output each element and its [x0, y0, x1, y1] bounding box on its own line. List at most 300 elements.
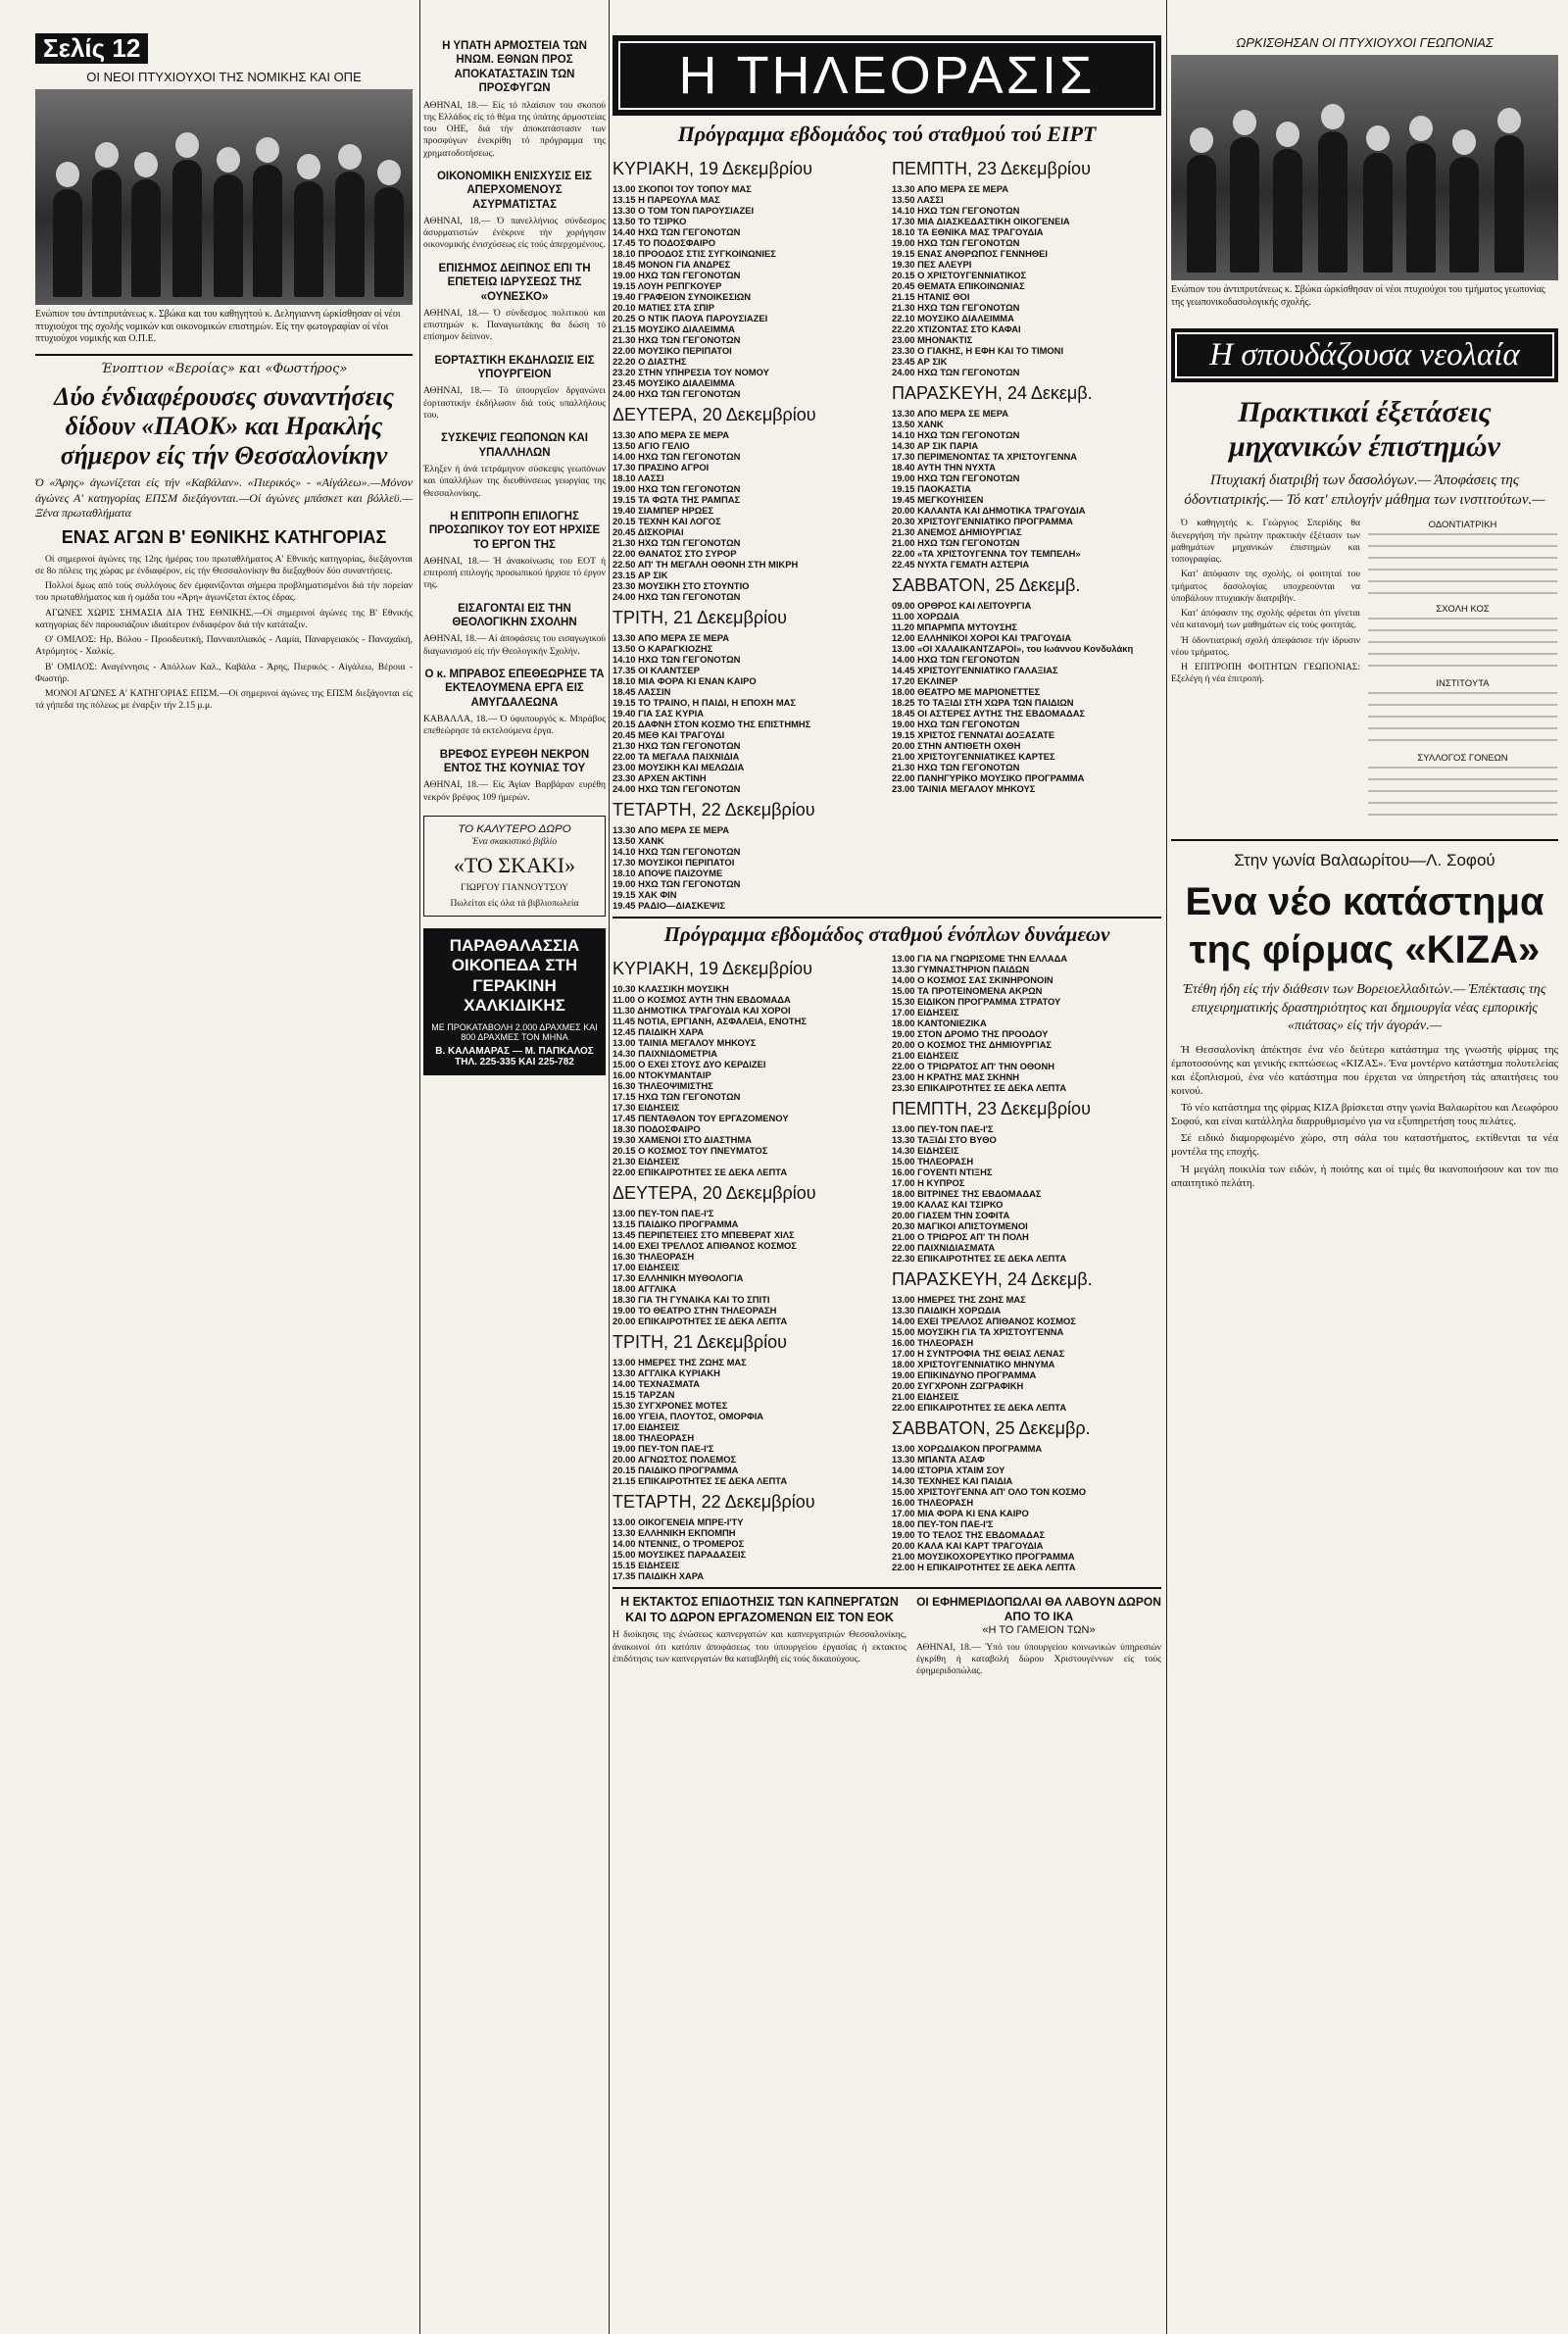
yened-title: Πρόγραμμα εβδομάδος σταθμού ένόπλων δυνάμεων: [612, 917, 1161, 947]
article-body: ΑΘΗΝΑΙ, 18.— Ό σύνδεσμος πολιτικού και επιστημών κ. Παναγιωτάκης θα δώση τό επίσημον δείπνον.: [423, 307, 606, 343]
column-left: [35, 0, 413, 716]
tv-program-item: 21.00 ΧΡΙΣΤΟΥΓΕΝΝΙΑΤΙΚΕΣ ΚΑΡΤΕΣ: [892, 751, 1055, 762]
article-body: ΑΘΗΝΑΙ, 18.— Είς Άγίαν Βαρβάραν ευρέθη νεκρόν βρέφος 109 ήμερών.: [423, 779, 606, 803]
article-title: ΕΟΡΤΑΣΤΙΚΗ ΕΚΔΗΛΩΣΙΣ ΕΙΣ ΥΠΟΥΡΓΕΙΟΝ: [434, 354, 595, 381]
tv-program-item: 20.00 ΓΙΑΣΕΜ ΤΗΝ ΣΟΦΙΤΑ: [892, 1210, 1010, 1220]
tv-program-item: 20.15 Ο ΧΡΙΣΤΟΥΓΕΝΝΙΑΤΙΚΟΣ: [892, 270, 1027, 280]
article-title: ΕΙΣΑΓΟΝΤΑΙ ΕΙΣ ΤΗΝ ΘΕΟΛΟΓΙΚΗΝ ΣΧΟΛΗΝ: [452, 602, 577, 629]
ad-text: ΜΕ ΠΡΟΚΑΤΑΒΟΛΗ 2.000 ΔΡΑΧΜΕΣ ΚΑΙ 800 ΔΡΑΧΜΕΣ ΤΟΝ ΜΗΝΑ: [431, 1021, 598, 1042]
youth-paragraph: Κατ' άπόφασιν της σχολής, οί φοιτηταί του τμήματος δασολογίας υποχρεούνται να ύποβάλουν πτυχιακήν διατριβήν.: [1171, 569, 1360, 604]
sport-body: [35, 554, 413, 713]
youth-body-left: [1171, 518, 1360, 827]
text-column-filler: [1368, 533, 1557, 602]
sport-headline: Δύο ένδιαφέρουσες συναντήσεις δίδουν «ΠΑΟΚ» και Ηρακλής σήμερον είς τήν Θεσσαλονίκην: [54, 381, 394, 470]
ad-author: ΓΙΩΡΓΟΥ ΓΙΑΝΝΟΥΤΣΟΥ: [461, 881, 568, 893]
tv-program-item: 19.00 ΣΤΟΝ ΔΡΟΜΟ ΤΗΣ ΠΡΟΟΔΟΥ: [892, 1028, 1049, 1039]
youth-headline: Πρακτικαί έξετάσεις μηχανικών έπιστημών: [1229, 396, 1500, 463]
tv-program-item: 22.20 Ο ΔΙΑΣΤΗΣ: [612, 356, 687, 367]
youth-banner: Η σπουδάζουσα νεολαία: [1171, 328, 1558, 382]
youth-body-right: [1368, 518, 1557, 827]
tv-banner: Η ΤΗΛΕΟΡΑΣΙΣ: [612, 35, 1161, 116]
tv-program-item: 19.00 ΕΠΙΚΙΝΔΥΝΟ ΠΡΟΓΡΑΜΜΑ: [892, 1369, 1037, 1380]
article-body: ΑΘΗΝΑΙ, 18.— Τό ύπουργεΐον δργανώνει έορταστικήν έκδήλωσιν διά τούς υπαλλήλους του.: [423, 385, 606, 421]
kiza-body: [1171, 1043, 1558, 1190]
tv-program-item: 15.30 ΕΙΔΙΚΟΝ ΠΡΟΓΡΑΜΜΑ ΣΤΡΑΤΟΥ: [892, 996, 1061, 1007]
sport-title2: ΕΝΑΣ ΑΓΩΝ Β' ΕΘΝΙΚΗΣ ΚΑΤΗΓΟΡΙΑΣ: [61, 526, 387, 547]
tv-program-list: [612, 1208, 882, 1326]
tv-program-item: 14.00 ΗΧΩ ΤΩΝ ΓΕΓΟΝΟΤΩΝ: [892, 654, 1020, 665]
tv-program-item: 19.15 ΠΑΟΚΑΣΤΙΑ: [892, 483, 971, 494]
tv-program-item: 21.30 ΗΧΩ ΤΩΝ ΓΕΓΟΝΟΤΩΝ: [612, 334, 741, 345]
tv-day-heading: ΣΑΒΒΑΤΟΝ, 25 Δεκεμβ.: [892, 575, 1081, 595]
tv-day-heading: ΔΕΥΤΕΡΑ, 20 Δεκεμβρίου: [612, 405, 816, 424]
tv-program-item: 22.00 ΤΑ ΜΕΓΑΛΑ ΠΑΙΧΝΙΔΙΑ: [612, 751, 740, 762]
sport-paragraph: Πολλοί δμως από τούς συλλόγους δεν έμφανίζονται σήμερα προβληματισμένοι διά τήν πορείαν του πρωταθλήματος και ή ομάδα του «Άρη» άγωνίζεται έκτος έδρας.: [35, 580, 413, 604]
tv-program-item: 20.00 ΣΤΗΝ ΑΝΤΙΘΕΤΗ ΟΧΘΗ: [892, 740, 1021, 751]
tv-program-item: 14.10 ΗΧΩ ΤΩΝ ΓΕΓΟΝΟΤΩΝ: [612, 654, 741, 665]
tv-program-item: 21.30 ΗΧΩ ΤΩΝ ΓΕΓΟΝΟΤΩΝ: [892, 302, 1020, 313]
tv-program-item: 13.30 ΑΠΟ ΜΕΡΑ ΣΕ ΜΕΡΑ: [892, 408, 1009, 419]
tv-program-item: 20.00 Ο ΚΟΣΜΟΣ ΤΗΣ ΔΗΜΙΟΥΡΓΙΑΣ: [892, 1039, 1053, 1050]
article-body: Έληξεν ή άνά τετράμηνον σύσκεψις γεωπόνων και ύπαλλήλων της διευθύνσεως γεωργίας της Θεσσαλονίκης.: [423, 463, 606, 499]
tv-program-item: 19.00 ΗΧΩ ΤΩΝ ΓΕΓΟΝΟΤΩΝ: [612, 878, 741, 889]
yened-schedule: [612, 953, 1161, 1581]
kiza-paragraph: Ή μεγάλη ποικιλία των ειδών, ή ποιότης και οί τιμές θα ικανοποιήσουν και τον πιο απαιτητικό πελάτη.: [1171, 1163, 1558, 1189]
tv-program-item: 14.30 ΕΙΔΗΣΕΙΣ: [892, 1145, 959, 1156]
tv-program-item: 13.30 ΓΥΜΝΑΣΤΗΡΙΟΝ ΠΑΙΔΩΝ: [892, 964, 1030, 974]
kiza-deck: Έτέθη ήδη είς τήν διάθεσιν των Βορειοελλαδιτών.— Έπέκτασις της επιχειρηματικής δραστηριότητος και δημιουργία νέας εμπορικής «πιάτσας» είς τήν άγοράν.—: [1183, 982, 1546, 1033]
tv-program-item: 19.30 ΧΑΜΕΝΟΙ ΣΤΟ ΔΙΑΣΤΗΜΑ: [612, 1134, 752, 1145]
article-body: Η διοίκησις της ένώσεως καπνεργατών και καπνεργατριών Θεσσαλονίκης, άνακοινοί ότι κατόπιν άποφάσεως του ύπουργείου έργασίας ή εκτακτος έπιδότησις των καπνεργατών θα καταβληθή είς τούς δικαιούχους.: [612, 1629, 906, 1664]
tv-program-item: 13.00 ΤΑΙΝΙΑ ΜΕΓΑΛΟΥ ΜΗΚΟΥΣ: [612, 1037, 757, 1048]
youth-side-head: ΙΝΣΤΙΤΟΥΤΑ: [1436, 678, 1490, 689]
tv-program-item: 23.45 ΜΟΥΣΙΚΟ ΔΙΑΛΕΙΜΜΑ: [612, 377, 735, 388]
photo-header: ΩΡΚΙΣΘΗΣΑΝ ΟΙ ΠΤΥΧΙΟΥΧΟΙ ΓΕΩΠΟΝΙΑΣ: [1236, 35, 1494, 50]
tv-program-item: 17.45 ΤΟ ΠΟΔΟΣΦΑΙΡΟ: [612, 237, 716, 248]
tv-program-item: 16.00 ΤΗΛΕΟΡΑΣΗ: [892, 1337, 974, 1348]
tv-program-item: 18.00 ΧΡΙΣΤΟΥΓΕΝΝΙΑΤΙΚΟ ΜΗΝΥΜΑ: [892, 1359, 1055, 1369]
tv-program-item: 19.15 ΤΑ ΦΩΤΑ ΤΗΣ ΡΑΜΠΑΣ: [612, 494, 741, 505]
tv-program-item: 21.15 ΗΤΑΝΙΣ ΘΟΙ: [892, 291, 970, 302]
article-title: Ο κ. ΜΠΡΑΒΟΣ ΕΠΕΘΕΩΡΗΣΕ ΤΑ ΕΚΤΕΛΟΥΜΕΝΑ ΕΡΓΑ ΕΙΣ ΑΜΥΓΔΑΛΕΩΝΑ: [424, 668, 605, 709]
text-column-filler: [1368, 618, 1557, 676]
tv-program-item: 13.30 ΑΠΟ ΜΕΡΑ ΣΕ ΜΕΡΑ: [612, 632, 730, 643]
tv-program-item: 16.30 ΤΗΛΕΟΨΙΜΙΣΤΗΣ: [612, 1080, 713, 1091]
tv-program-item: 21.00 Ο ΤΡΙΩΡΟΣ ΑΠ' ΤΗ ΠΟΛΗ: [892, 1231, 1029, 1242]
tv-program-item: 18.00 ΚΑΝΤΟΝΙΕΖΙΚΑ: [892, 1018, 987, 1028]
tv-day-heading: ΠΕΜΠΤΗ, 23 Δεκεμβρίου: [892, 159, 1091, 178]
text-column-filler: [1368, 767, 1557, 825]
tv-program-item: 22.00 «ΤΑ ΧΡΙΣΤΟΥΓΕΝΝΑ ΤΟΥ ΤΕΜΠΕΛΗ»: [892, 548, 1081, 559]
tv-program-item: 18.10 ΜΙΑ ΦΟΡΑ ΚΙ ΕΝΑΝ ΚΑΙΡΟ: [612, 675, 757, 686]
tv-program-item: 23.30 Ο ΓΙΑΚΗΣ, Η ΕΦΗ ΚΑΙ ΤΟ ΤΙΜΟΝΙ: [892, 345, 1064, 356]
tv-program-item: 19.30 ΠΕΣ ΑΛΕΥΡΙ: [892, 259, 972, 270]
tv-program-item: 20.00 ΚΑΛΑ ΚΑΙ ΚΑΡΤ ΤΡΑΓΟΥΔΙΑ: [892, 1540, 1044, 1551]
tv-program-item: 13.30 ΜΠΑΝΤΑ ΑΣΑΦ: [892, 1454, 985, 1465]
tv-program-item: 13.30 ΑΓΓΛΙΚΑ ΚΥΡΙΑΚΗ: [612, 1367, 720, 1378]
tv-program-item: 13.00 ΠΕΥ-ΤΟΝ ΠΑΕ-Ι'Σ: [892, 1123, 994, 1134]
tv-program-item: 18.25 ΤΟ ΤΑΞΙΔΙ ΣΤΗ ΧΩΡΑ ΤΩΝ ΠΑΙΔΙΩΝ: [892, 697, 1074, 708]
tv-program-item: 13.30 ΑΠΟ ΜΕΡΑ ΣΕ ΜΕΡΑ: [612, 824, 730, 835]
tv-program-item: 19.45 ΡΑΔΙΟ—ΔΙΑΣΚΕΨΙΣ: [612, 900, 725, 911]
youth-paragraph: Ό καθηγητής κ. Γεώργιος Σπερίδης θα διενεργήση τήν πρώτην πρακτικήν έξέτασιν των μαθημάτων μηχανικών έπιστημών και τοπογραφίας.: [1171, 518, 1360, 566]
article-body: ΑΘΗΝΑΙ, 18.— Ύπό του ύπουργείου κοινωνικών ύπηρεσιών έγκρίθη ή καταβολή δώρου Χριστουγέννων είς τούς έφημεριδοπώλας.: [916, 1641, 1161, 1677]
tv-program-item: 13.00 ΗΜΕΡΕΣ ΤΗΣ ΖΩΗΣ ΜΑΣ: [892, 1294, 1026, 1305]
tv-program-list: [612, 1516, 882, 1581]
tv-program-item: 20.45 ΔΙΣΚΟΡΙΑΙ: [612, 526, 684, 537]
tv-program-item: 18.00 ΘΕΑΤΡΟ ΜΕ ΜΑΡΙΟΝΕΤΤΕΣ: [892, 686, 1041, 697]
tv-program-item: 18.00 ΑΓΓΛΙΚΑ: [612, 1283, 677, 1294]
sport-paragraph: Β' ΟΜΙΛΟΣ: Αναγέννησις - Απόλλων Καλ., Καβάλα - Άρης, Πιερικός - Αίγάλεω, Βέροια - Φωστήρ.: [35, 661, 413, 684]
tv-program-item: 24.00 ΗΧΩ ΤΩΝ ΓΕΓΟΝΟΤΩΝ: [892, 367, 1020, 377]
tv-program-item: 21.30 ΗΧΩ ΤΩΝ ΓΕΓΟΝΟΤΩΝ: [612, 537, 741, 548]
tv-program-item: 15.00 Ο ΕΧΕΙ ΣΤΟΥΣ ΔΥΟ ΚΕΡΔΙΖΕΙ: [612, 1059, 766, 1069]
tv-program-item: 18.45 ΜΟΝΟΝ ΓΙΑ ΑΝΔΡΕΣ: [612, 259, 731, 270]
tv-program-item: 21.00 ΕΙΔΗΣΕΙΣ: [892, 1050, 959, 1061]
tv-program-item: 15.15 ΕΙΔΗΣΕΙΣ: [612, 1560, 680, 1570]
tv-program-item: 19.00 ΤΟ ΘΕΑΤΡΟ ΣΤΗΝ ΤΗΛΕΟΡΑΣΗ: [612, 1305, 777, 1316]
tv-program-item: 20.00 ΣΥΓΧΡΟΝΗ ΖΩΓΡΑΦΙΚΗ: [892, 1380, 1024, 1391]
tv-program-item: 16.00 ΥΓΕΙΑ, ΠΛΟΥΤΟΣ, ΟΜΟΡΦΙΑ: [612, 1411, 764, 1421]
tv-program-item: 15.30 ΣΥΓΧΡΟΝΕΣ ΜΟΤΕΣ: [612, 1400, 728, 1411]
ad-subtitle: Ένα σκακιστικό βιβλίο: [471, 836, 558, 848]
tv-program-item: 14.00 ΗΧΩ ΤΩΝ ΓΕΓΟΝΟΤΩΝ: [612, 451, 741, 462]
tv-program-item: 21.30 ΗΧΩ ΤΩΝ ΓΕΓΟΝΟΤΩΝ: [612, 740, 741, 751]
agronomy-photo: [1171, 55, 1558, 280]
tv-day-heading: ΠΕΜΠΤΗ, 23 Δεκεμβρίου: [892, 1099, 1091, 1118]
ad-book-name: «ΤΟ ΣΚΑΚΙ»: [453, 852, 576, 877]
tv-day-heading: ΔΕΥΤΕΡΑ, 20 Δεκεμβρίου: [612, 1183, 816, 1203]
tv-program-list: [892, 1123, 1161, 1264]
tv-program-item: 18.10 ΠΡΟΟΔΟΣ ΣΤΙΣ ΣΥΓΚΟΙΝΩΝΙΕΣ: [612, 248, 776, 259]
tv-program-item: 16.00 ΤΗΛΕΟΡΑΣΗ: [892, 1497, 974, 1508]
graduates-photo: [35, 89, 413, 305]
youth-paragraph: Ή όδοντιατρική σχολή άπεφάσισε τήν ίδρυσιν νέου τμήματος.: [1171, 634, 1360, 658]
tv-program-item: 12.00 ΕΛΛΗΝΙΚΟΙ ΧΟΡΟΙ ΚΑΙ ΤΡΑΓΟΥΔΙΑ: [892, 632, 1072, 643]
tv-program-item: 24.00 ΗΧΩ ΤΩΝ ΓΕΓΟΝΟΤΩΝ: [612, 388, 741, 399]
tv-program-list: [892, 953, 1161, 1093]
tv-program-item: 17.00 ΜΙΑ ΦΟΡΑ ΚΙ ΕΝΑ ΚΑΙΡΟ: [892, 1508, 1029, 1518]
tv-program-item: 20.00 ΑΓΝΩΣΤΟΣ ΠΟΛΕΜΟΣ: [612, 1454, 737, 1465]
tv-program-item: 13.30 ΠΑΙΔΙΚΗ ΧΟΡΩΔΙΑ: [892, 1305, 1002, 1316]
tv-program-item: 14.30 ΠΑΙΧΝΙΔΟΜΕΤΡΙΑ: [612, 1048, 718, 1059]
tv-program-item: 22.10 ΜΟΥΣΙΚΟ ΔΙΑΛΕΙΜΜΑ: [892, 313, 1014, 323]
yened-col-b: [892, 953, 1161, 1581]
tv-program-item: 18.00 ΠΕΥ-ΤΟΝ ΠΑΕ-Ι'Σ: [892, 1518, 994, 1529]
tv-program-item: 13.30 ΑΠΟ ΜΕΡΑ ΣΕ ΜΕΡΑ: [892, 183, 1009, 194]
youth-body: [1171, 518, 1558, 827]
tv-program-item: 17.00 Η ΣΥΝΤΡΟΦΙΑ ΤΗΣ ΘΕΙΑΣ ΛΕΝΑΣ: [892, 1348, 1065, 1359]
tv-program-item: 17.30 ΠΡΑΣΙΝΟ ΑΓΡΟΙ: [612, 462, 710, 472]
tv-day-heading: ΤΕΤΑΡΤΗ, 22 Δεκεμβρίου: [612, 800, 815, 819]
column-news: [423, 0, 606, 1075]
youth-side-head: ΣΥΛΛΟΓΟΣ ΓΟΝΕΩΝ: [1417, 752, 1508, 764]
tv-program-item: 19.40 ΣΙΑΜΠΕΡ ΗΡΩΕΣ: [612, 505, 714, 516]
land-plots-ad: [423, 928, 606, 1075]
tv-program-item: 13.00 ΧΟΡΩΔΙΑΚΟΝ ΠΡΟΓΡΑΜΜΑ: [892, 1443, 1043, 1454]
ad-title: ΠΑΡΑΘΑΛΑΣΣΙΑ ΟΙΚΟΠΕΔΑ ΣΤΗ ΓΕΡΑΚΙΝΗ ΧΑΛΚΙΔΙΚΗΣ: [449, 936, 580, 1016]
tv-program-item: 14.30 ΤΕΧΝΗΕΣ ΚΑΙ ΠΑΙΔΙΑ: [892, 1475, 1013, 1486]
tv-program-item: 23.00 Η ΚΡΑΤΗΣ ΜΑΣ ΣΚΗΝΗ: [892, 1071, 1020, 1082]
article-body: ΚΑΒΑΛΛΑ, 18.— Ό ύφυπουργός κ. Μπράβος επεθεώρησε τά εκτελούμενα έργα.: [423, 714, 606, 737]
tv-program-item: 20.15 Ο ΚΟΣΜΟΣ ΤΟΥ ΠΝΕΥΜΑΤΟΣ: [612, 1145, 768, 1156]
ad-contact: Β. ΚΑΛΑΜΑΡΑΣ — Μ. ΠΑΠΚΑΛΟΣ: [435, 1045, 594, 1057]
column-rule: [1166, 0, 1167, 2334]
tv-program-item: 23.00 ΜΟΥΣΙΚΗ ΚΑΙ ΜΕΛΩΔΙΑ: [612, 762, 745, 772]
kiza-paragraph: Σέ ειδικό διαμορφωμένο χώρο, στη σάλα του καταστήματος, εκτίθενται τα νέα μοντέλα της εποχής.: [1171, 1132, 1558, 1159]
tv-program-item: 13.50 Ο ΚΑΡΑΓΚΙΟΖΗΣ: [612, 643, 713, 654]
article-body: ΑΘΗΝΑΙ, 18.— Αί άποφάσεις του εισαγωγικού διαγωνισμού είς τήν Θεολογικήν Σχολήν.: [423, 633, 606, 657]
tv-program-item: 20.30 ΧΡΙΣΤΟΥΓΕΝΝΙΑΤΙΚΟ ΠΡΟΓΡΑΜΜΑ: [892, 516, 1073, 526]
tv-program-item: 13.00 ΣΚΟΠΟΙ ΤΟΥ ΤΟΠΟΥ ΜΑΣ: [612, 183, 752, 194]
tv-day-heading: ΣΑΒΒΑΤΟΝ, 25 Δεκεμβρ.: [892, 1418, 1091, 1438]
tv-program-list: [892, 1443, 1161, 1572]
tv-program-item: 18.45 ΟΙ ΑΣΤΕΡΕΣ ΑΥΤΗΣ ΤΗΣ ΕΒΔΟΜΑΔΑΣ: [892, 708, 1086, 719]
article-title: Η ΕΚΤΑΚΤΟΣ ΕΠΙΔΟΤΗΣΙΣ ΤΩΝ ΚΑΠΝΕΡΓΑΤΩΝ ΚΑΙ ΤΟ ΔΩΡΟΝ ΕΡΓΑΖΟΜΕΝΩΝ ΕΙΣ ΤΟΝ ΕΟΚ: [620, 1595, 899, 1624]
tv-program-item: 17.30 ΠΕΡΙΜΕΝΟΝΤΑΣ ΤΑ ΧΡΙΣΤΟΥΓΕΝΝΑ: [892, 451, 1078, 462]
tv-program-item: 22.00 ΜΟΥΣΙΚΟ ΠΕΡΙΠΑΤΟΙ: [612, 345, 732, 356]
tv-program-item: 16.00 ΓΟΥΕΝΤΙ ΝΤΙΞΗΣ: [892, 1167, 993, 1177]
tv-program-item: 20.45 ΘΕΜΑΤΑ ΕΠΙΚΟΙΝΩΝΙΑΣ: [892, 280, 1025, 291]
tv-program-item: 22.00 ΠΑΙΧΝΙΔΙΑΣΜΑΤΑ: [892, 1242, 996, 1253]
tv-program-list: [612, 632, 882, 794]
tv-program-item: 17.00 ΕΙΔΗΣΕΙΣ: [612, 1421, 680, 1432]
sport-deck: Ό «Άρης» άγωνίζεται είς τήν «Καβάλαν». «Πιερικός» - «Αίγάλεω».—Μόνον άγώνες Α' κατηγορίας ΕΠΣΜ διεξάγονται.—Οί άγώνες μπάσκετ και βόλλεϋ.—Ξένα πρωταθλήματα: [35, 475, 413, 521]
article-title: ΣΥΣΚΕΨΙΣ ΓΕΩΠΟΝΩΝ ΚΑΙ ΥΠΑΛΛΗΛΩΝ: [441, 432, 588, 459]
tv-program-item: 22.00 ΠΑΝΗΓΥΡΙΚΟ ΜΟΥΣΙΚΟ ΠΡΟΓΡΑΜΜΑ: [892, 772, 1085, 783]
tv-program-item: 21.30 ΑΝΕΜΟΣ ΔΗΜΙΟΥΡΓΙΑΣ: [892, 526, 1022, 537]
tv-program-item: 19.40 ΓΙΑ ΣΑΣ ΚΥΡΙΑ: [612, 708, 704, 719]
tv-program-item: 17.00 Η ΚΥΠΡΟΣ: [892, 1177, 965, 1188]
kiza-paragraph: Ή Θεσσαλονίκη άπέκτησε ένα νέο δεύτερο κατάστημα της γνωστής φίρμας της έμποτοσούνης και γενικής εκπτώσεως «ΚΙΖΑΣ». Ένα μοντέρνο κατάστημα πολυτελείας και έξοπλισμού, ένα νέο κατάστημα που έρχεται να ύπηρετήση τάς απαιτήσεις του κοινού.: [1171, 1043, 1558, 1098]
tv-program-item: 11.45 ΝΟΤΙΑ, ΕΡΓΙΑΝΗ, ΑΣΦΑΛΕΙΑ, ΕΝΟΤΗΣ: [612, 1016, 807, 1026]
tv-program-list: [892, 408, 1161, 570]
tv-program-item: 15.00 ΧΡΙΣΤΟΥΓΕΝΝΑ ΑΠ' ΟΛΟ ΤΟΝ ΚΟΣΜΟ: [892, 1486, 1086, 1497]
article-body: ΑΘΗΝΑΙ, 18.— Ή άνακοίνωσις του ΕΟΤ ή επιτροπή επιλογής προσωπικού ήρχισε τό έργον της.: [423, 555, 606, 591]
photo-header: ΟΙ ΝΕΟΙ ΠΤΥΧΙΟΥΧΟΙ ΤΗΣ ΝΟΜΙΚΗΣ ΚΑΙ ΟΠΕ: [86, 70, 362, 84]
tv-program-item: 18.30 ΠΟΔΟΣΦΑΙΡΟ: [612, 1123, 701, 1134]
youth-side-head: ΟΔΟΝΤΙΑΤΡΙΚΗ: [1428, 520, 1497, 531]
tv-program-item: 20.10 ΜΑΤΙΕΣ ΣΤΑ ΣΠΙΡ: [612, 302, 714, 313]
sport-paragraph: Ο' ΟΜΙΛΟΣ: Ηρ. Βόλου - Προοδευτική, Πανναυπλιακός - Λαμία, Παναργειακός - Παναχαϊκή, Ατρόμητος - Χαλκίς.: [35, 634, 413, 658]
ad-title: ΤΟ ΚΑΛΥΤΕΡΟ ΔΩΡΟ: [458, 822, 571, 835]
tv-program-item: 19.00 ΗΧΩ ΤΩΝ ΓΕΓΟΝΟΤΩΝ: [892, 719, 1020, 729]
tv-program-item: 19.15 ΧΑΚ ΦΙΝ: [612, 889, 677, 900]
tv-program-item: 23.30 ΑΡΧΕΝ ΑΚΤΙΝΗ: [612, 772, 707, 783]
tv-program-item: 21.00 ΕΙΔΗΣΕΙΣ: [892, 1391, 959, 1402]
tv-program-item: 21.30 ΕΙΔΗΣΕΙΣ: [612, 1156, 680, 1167]
tv-program-item: 15.15 ΤΑΡΖΑΝ: [612, 1389, 675, 1400]
masthead: [35, 33, 413, 64]
tv-program-item: 13.50 ΛΑΣΣΙ: [892, 194, 944, 205]
column-right: [1171, 0, 1558, 1193]
tv-program-item: 17.00 ΕΙΔΗΣΕΙΣ: [612, 1262, 680, 1272]
tv-program-item: 20.00 ΚΑΛΑΝΤΑ ΚΑΙ ΔΗΜΟΤΙΚΑ ΤΡΑΓΟΥΔΙΑ: [892, 505, 1086, 516]
tv-program-item: 20.15 ΤΕΧΝΗ ΚΑΙ ΛΟΓΟΣ: [612, 516, 721, 526]
tv-program-item: 18.45 ΛΑΣΣΙΝ: [612, 686, 671, 697]
tv-program-item: 21.30 ΗΧΩ ΤΩΝ ΓΕΓΟΝΟΤΩΝ: [892, 762, 1020, 772]
tv-program-item: 17.35 ΟΙ ΚΛΑΝΤΣΕΡ: [612, 665, 700, 675]
tv-program-item: 23.00 ΤΑΙΝΙΑ ΜΕΓΑΛΟΥ ΜΗΚΟΥΣ: [892, 783, 1036, 794]
tv-program-item: 18.10 ΤΑ ΕΘΝΙΚΑ ΜΑΣ ΤΡΑΓΟΥΔΙΑ: [892, 226, 1044, 237]
tv-program-item: 13.00 «ΟΙ ΧΑΛΑΙΚΑΝΤΖΑΡΟΙ», του Ιωάννου Κονδυλάκη: [892, 643, 1134, 654]
tv-program-item: 13.50 ΧΑΝΚ: [612, 835, 664, 846]
tv-program-item: 13.50 ΤΟ ΤΣΙΡΚΟ: [612, 216, 687, 226]
tv-program-item: 14.00 ΝΤΕΝΝΙΣ, Ο ΤΡΟΜΕΡΟΣ: [612, 1538, 745, 1549]
tv-program-item: 24.00 ΗΧΩ ΤΩΝ ΓΕΓΟΝΟΤΩΝ: [612, 783, 741, 794]
tv-program-item: 22.50 ΑΠ' ΤΗ ΜΕΓΑΛΗ ΟΘΟΝΗ ΣΤΗ ΜΙΚΡΗ: [612, 559, 799, 570]
tv-program-item: 13.50 ΑΓΙΟ ΓΕΛΙΟ: [612, 440, 690, 451]
tv-day-heading: ΤΡΙΤΗ, 21 Δεκεμβρίου: [612, 1332, 787, 1352]
tv-program-item: 22.00 ΘΑΝΑΤΟΣ ΣΤΟ ΣΥΡΟΡ: [612, 548, 737, 559]
tv-program-item: 19.45 ΜΕΓΚΟΥΗΙΣΕΝ: [892, 494, 984, 505]
tv-program-item: 20.15 ΔΑΦΝΗ ΣΤΟΝ ΚΟΣΜΟ ΤΗΣ ΕΠΙΣΤΗΜΗΣ: [612, 719, 811, 729]
youth-paragraph: Κατ' άπόφασιν της σχολής φέρεται ότι γίνεται νέα κατανομή των μαθημάτων είς τούς φοιτητάς.: [1171, 608, 1360, 631]
eirt-schedule: [612, 153, 1161, 911]
tv-program-item: 15.00 ΤΗΛΕΟΡΑΣΗ: [892, 1156, 974, 1167]
tv-program-item: 20.15 ΠΑΙΔΙΚΟ ΠΡΟΓΡΑΜΜΑ: [612, 1465, 739, 1475]
article-title: Η ΥΠΑΤΗ ΑΡΜΟΣΤΕΙΑ ΤΩΝ ΗΝΩΜ. ΕΘΝΩΝ ΠΡΟΣ ΑΠΟΚΑΤΑΣΤΑΣΙΝ ΤΩΝ ΠΡΟΣΦΥΓΩΝ: [442, 40, 587, 95]
youth-deck: Πτυχιακή διατριβή των δασολόγων.— Άποφάσεις της όδοντιατρικής.— Τό κατ' επιλογήν μάθημα των ινστιτούτων.—: [1184, 472, 1545, 508]
tv-program-item: 13.45 ΠΕΡΙΠΕΤΕΙΕΣ ΣΤΟ ΜΠΕΒΕΡΑΤ ΧΙΛΣ: [612, 1229, 795, 1240]
tv-day-heading: ΠΑΡΑΣΚΕΥΗ, 24 Δεκεμβ.: [892, 383, 1093, 403]
tv-program-list: [612, 983, 882, 1177]
tv-program-item: 13.30 ΕΛΛΗΝΙΚΗ ΕΚΠΟΜΠΗ: [612, 1527, 736, 1538]
eirt-col-b: [892, 153, 1161, 911]
tv-program-item: 13.30 Ο ΤΟΜ ΤΟΝ ΠΑΡΟΥΣΙΑΖΕΙ: [612, 205, 755, 216]
tv-program-item: 13.15 Η ΠΑΡΕΟΥΛΑ ΜΑΣ: [612, 194, 720, 205]
tobacco-article: [612, 1595, 906, 1678]
chess-book-ad: [423, 816, 606, 917]
sport-paragraph: ΜΟΝΟΙ ΑΓΩΝΕΣ Α' ΚΑΤΗΓΟΡΙΑΣ ΕΠΣΜ.—Οί σημερινοί άγώνες της ΕΠΣΜ διεξάγονται είς τά γήπεδα της πόλεως με έναρξιν τήν 2.15 μ.μ.: [35, 688, 413, 712]
tv-program-item: 16.30 ΤΗΛΕΟΡΑΣΗ: [612, 1251, 695, 1262]
tv-program-item: 17.00 ΕΙΔΗΣΕΙΣ: [892, 1007, 959, 1018]
article-body: ΑΘΗΝΑΙ, 18.— Είς τό πλαίσιον του σκοπού της Ελλάδος είς τό θέμα της ύπάτης άρμοστείας του ΟΗΕ, διά τήν άποκατάστασιν των προσφύγων ένεκρίθη τό πρόγραμμα της χρηματοδοτήσεως.: [423, 99, 606, 159]
eirt-col-a: [612, 153, 882, 911]
tv-program-item: 13.00 ΓΙΑ ΝΑ ΓΝΩΡΙΣΟΜΕ ΤΗΝ ΕΛΛΑΔΑ: [892, 953, 1068, 964]
tv-program-item: 21.15 ΜΟΥΣΙΚΟ ΔΙΑΛΕΙΜΜΑ: [612, 323, 735, 334]
tv-program-item: 23.30 ΕΠΙΚΑΙΡΟΤΗΤΕΣ ΣΕ ΔΕΚΑ ΛΕΠΤΑ: [892, 1082, 1067, 1093]
sport-paragraph: Οί σημερινοί άγώνες της 12ης ήμέρας του πρωταθλήματος Α' Εθνικής κατηγορίας, διεξάγονται σε 8ο πόλεις της χώρας με ένδιαφέρον, είς τήν Θεσσαλονίκην θα διεξαχθούν δύο συναντήσεις.: [35, 553, 413, 576]
tv-day-heading: ΚΥΡΙΑΚΗ, 19 Δεκεμβρίου: [612, 959, 812, 978]
tv-program-list: [612, 824, 882, 911]
tv-program-list: [612, 429, 882, 602]
tv-program-item: 17.30 ΜΟΥΣΙΚΟΙ ΠΕΡΙΠΑΤΟΙ: [612, 857, 735, 868]
tv-program-item: 22.20 ΧΤΙΖΟΝΤΑΣ ΣΤΟ ΚΑΦΑΙ: [892, 323, 1021, 334]
tv-program-item: 13.30 ΑΠΟ ΜΕΡΑ ΣΕ ΜΕΡΑ: [612, 429, 730, 440]
youth-side-head: ΣΧΟΛΗ ΚΟΣ: [1436, 604, 1490, 616]
tv-day-heading: ΤΕΤΑΡΤΗ, 22 Δεκεμβρίου: [612, 1492, 815, 1512]
column-rule: [609, 0, 610, 2334]
tv-program-item: 14.30 ΑΡ ΣΙΚ ΠΑΡΙΑ: [892, 440, 979, 451]
tv-program-item: 14.10 ΗΧΩ ΤΩΝ ΓΕΓΟΝΟΤΩΝ: [892, 205, 1020, 216]
ad-text: Πωλείται είς όλα τά βιβλιοπωλεία: [450, 897, 579, 909]
tv-program-item: 18.10 ΛΑΣΣΙ: [612, 472, 664, 483]
tv-program-item: 19.40 ΓΡΑΦΕΙΟΝ ΣΥΝΟΙΚΕΣΙΩΝ: [612, 291, 752, 302]
tv-program-item: 23.15 ΑΡ ΣΙΚ: [612, 570, 668, 580]
article-subtitle: «Η ΤΟ ΓΑΜΕΙΟΝ ΤΩΝ»: [982, 1624, 1096, 1636]
kiza-article: [1171, 839, 1558, 1190]
tv-program-item: 14.00 ΤΕΧΝΑΣΜΑΤΑ: [612, 1378, 701, 1389]
article-title: ΟΙ ΕΦΗΜΕΡΙΔΟΠΩΛΑΙ ΘΑ ΛΑΒΟΥΝ ΔΩΡΟΝ ΑΠΟ ΤΟ ΙΚΑ: [916, 1595, 1161, 1623]
tv-program-item: 14.00 Ο ΚΟΣΜΟΣ ΣΑΣ ΣΚΙΝΗΡΟΝΟΙΝ: [892, 974, 1054, 985]
article-title: ΟΙΚΟΝΟΜΙΚΗ ΕΝΙΣΧΥΣΙΣ ΕΙΣ ΑΠΕΡΧΟΜΕΝΟΥΣ ΑΣΥΡΜΑΤΙΣΤΑΣ: [436, 170, 593, 211]
tv-program-item: 20.00 ΕΠΙΚΑΙΡΟΤΗΤΕΣ ΣΕ ΔΕΚΑ ΛΕΠΤΑ: [612, 1316, 788, 1326]
tv-program-item: 18.00 ΤΗΛΕΟΡΑΣΗ: [612, 1432, 695, 1443]
tv-program-item: 14.10 ΗΧΩ ΤΩΝ ΓΕΓΟΝΟΤΩΝ: [892, 429, 1020, 440]
tv-program-item: 17.35 ΠΑΙΔΙΚΗ ΧΑΡΑ: [612, 1570, 705, 1581]
tv-program-item: 21.15 ΕΠΙΚΑΙΡΟΤΗΤΕΣ ΣΕ ΔΕΚΑ ΛΕΠΤΑ: [612, 1475, 788, 1486]
tv-program-item: 23.45 ΑΡ ΣΙΚ: [892, 356, 948, 367]
tv-program-item: 09.00 ΟΡΘΡΟΣ ΚΑΙ ΛΕΙΤΟΥΡΓΙΑ: [892, 600, 1032, 611]
column-rule: [419, 0, 420, 2334]
tv-program-item: 13.30 ΤΑΞΙΔΙ ΣΤΟ ΒΥΘΟ: [892, 1134, 997, 1145]
tv-program-item: 22.00 ΕΠΙΚΑΙΡΟΤΗΤΕΣ ΣΕ ΔΕΚΑ ΛΕΠΤΑ: [612, 1167, 788, 1177]
tv-program-item: 14.00 ΕΧΕΙ ΤΡΕΛΛΟΣ ΑΠΙΘΑΝΟΣ ΚΟΣΜΟΣ: [892, 1316, 1076, 1326]
ad-phone: ΤΗΛ. 225-335 ΚΑΙ 225-782: [455, 1056, 574, 1068]
tv-program-item: 18.40 ΑΥΤΗ ΤΗΝ ΝΥΧΤΑ: [892, 462, 996, 472]
tv-program-item: 23.30 ΜΟΥΣΙΚΗ ΣΤΟ ΣΤΟΥΝΤΙΟ: [612, 580, 750, 591]
sport-kicker: Ένοπτιον «Βεροίας» και «Φωστήρος»: [100, 361, 348, 376]
kiza-paragraph: Τό νέο κατάστημα της φίρμας ΚΙΖΑ βρίσκεται στην γωνία Βαλαωρίτου και Λεωφόρου Σοφού, και είναι κατάλληλα διαρρυθμισμένο για να εξυπηρετήση τους πελάτες.: [1171, 1102, 1558, 1128]
photo-caption: Ενώπιον του άντιπρυτάνεως κ. Σβώκα και του καθηγητού κ. Δεληγιαννη ώρκίσθησαν οί νέοι πτυχιούχοι της σχολής νομικών και οικονομικών επιστημών. Είς την φωτογραφίαν οί νέοι πτυχιούχοι νομικής και Ο.Π.Ε.: [35, 309, 401, 345]
tv-program-item: 22.00 ΕΠΙΚΑΙΡΟΤΗΤΕΣ ΣΕ ΔΕΚΑ ΛΕΠΤΑ: [892, 1402, 1067, 1413]
tv-program-list: [612, 1357, 882, 1486]
tv-program-item: 19.15 ΧΡΙΣΤΟΣ ΓΕΝΝΑΤΑΙ ΔΟΞΑΣΑΤΕ: [892, 729, 1055, 740]
youth-paragraph: Η ΕΠΙΤΡΟΠΗ ΦΟΙΤΗΤΩΝ ΓΕΩΠΟΝΙΑΣ: Εξελέγη ή νέα έπιτροπή.: [1171, 662, 1360, 685]
tv-program-item: 11.20 ΜΠΑΡΜΠΑ ΜΥΤΟΥΣΗΣ: [892, 621, 1018, 632]
sport-paragraph: ΑΓΩΝΕΣ ΧΩΡΙΣ ΣΗΜΑΣΙΑ ΔΙΑ ΤΗΣ ΕΘΝΙΚΗΣ.—Οί σημερινοί άγώνες της Β' Εθνικής κατηγορίας δέν παρουσιάζουν ιδιαίτερον ένδιαφέρον διά τήν κατάταξιν.: [35, 607, 413, 630]
eirt-title: Πρόγραμμα εβδομάδος τού σταθμού τού ΕΙΡΤ: [677, 122, 1097, 146]
yened-col-a: [612, 953, 882, 1581]
tv-program-item: 19.00 ΚΑΛΑΣ ΚΑΙ ΤΣΙΡΚΟ: [892, 1199, 1004, 1210]
tv-program-item: 14.00 ΙΣΤΟΡΙΑ ΧΤΑΙΜ ΣΟΥ: [892, 1465, 1005, 1475]
tv-program-item: 19.00 ΗΧΩ ΤΩΝ ΓΕΓΟΝΟΤΩΝ: [612, 483, 741, 494]
article-title: ΕΠΙΣΗΜΟΣ ΔΕΙΠΝΟΣ ΕΠΙ ΤΗ ΕΠΕΤΕΙΩ ΙΔΡΥΣΕΩΣ ΤΗΣ «ΟΥΝΕΣΚΟ»: [438, 262, 591, 303]
tv-day-heading: ΠΑΡΑΣΚΕΥΗ, 24 Δεκεμβ.: [892, 1269, 1093, 1289]
tv-program-item: 12.45 ΠΑΙΔΙΚΗ ΧΑΡΑ: [612, 1026, 705, 1037]
tv-program-item: 11.00 Ο ΚΟΣΜΟΣ ΑΥΤΗ ΤΗΝ ΕΒΔΟΜΑΔΑ: [612, 994, 791, 1005]
tv-program-item: 19.00 ΗΧΩ ΤΩΝ ΓΕΓΟΝΟΤΩΝ: [612, 270, 741, 280]
tv-program-item: 22.30 ΕΠΙΚΑΙΡΟΤΗΤΕΣ ΣΕ ΔΕΚΑ ΛΕΠΤΑ: [892, 1253, 1067, 1264]
tv-program-list: [892, 183, 1161, 377]
tv-program-item: 18.00 ΒΙΤΡΙΝΕΣ ΤΗΣ ΕΒΔΟΜΑΔΑΣ: [892, 1188, 1042, 1199]
tv-program-item: 19.00 ΗΧΩ ΤΩΝ ΓΕΓΟΝΟΤΩΝ: [892, 237, 1020, 248]
tv-program-item: 13.00 ΟΙΚΟΓΕΝΕΙΑ ΜΠΡΕ-Ι'ΤΥ: [612, 1516, 744, 1527]
tv-program-item: 19.00 ΗΧΩ ΤΩΝ ΓΕΓΟΝΟΤΩΝ: [892, 472, 1020, 483]
tv-program-item: 13.00 ΗΜΕΡΕΣ ΤΗΣ ΖΩΗΣ ΜΑΣ: [612, 1357, 747, 1367]
tv-program-item: 19.15 ΕΝΑΣ ΑΝΘΡΩΠΟΣ ΓΕΝΝΗΘΕΙ: [892, 248, 1048, 259]
tv-program-item: 21.00 ΗΧΩ ΤΩΝ ΓΕΓΟΝΟΤΩΝ: [892, 537, 1020, 548]
tv-day-heading: ΚΥΡΙΑΚΗ, 19 Δεκεμβρίου: [612, 159, 812, 178]
tv-program-list: [892, 1294, 1161, 1413]
tv-program-item: 24.00 ΗΧΩ ΤΩΝ ΓΕΓΟΝΟΤΩΝ: [612, 591, 741, 602]
tv-program-item: 15.00 ΤΑ ΠΡΟΤΕΙΝΟΜΕΝΑ ΑΚΡΩΝ: [892, 985, 1043, 996]
tv-program-item: 16.00 ΝΤΟΚΥΜΑΝΤΑΙΡ: [612, 1069, 711, 1080]
tv-program-item: 13.15 ΠΑΙΔΙΚΟ ΠΡΟΓΡΑΜΜΑ: [612, 1218, 739, 1229]
tv-program-item: 17.20 ΕΚΛΙΝΕΡ: [892, 675, 958, 686]
tv-program-item: 17.15 ΗΧΩ ΤΩΝ ΓΕΓΟΝΟΤΩΝ: [612, 1091, 741, 1102]
kiza-headline: Ενα νέο κατάστημα της φίρμας «ΚΙΖΑ»: [1185, 879, 1544, 971]
tv-program-item: 20.25 Ο ΝΤΙΚ ΠΑΟΥΑ ΠΑΡΟΥΣΙΑΖΕΙ: [612, 313, 768, 323]
tv-program-item: 18.10 ΑΠΟΨΕ ΠΑΙΖΟΥΜΕ: [612, 868, 723, 878]
tv-program-item: 11.30 ΔΗΜΟΤΙΚΑ ΤΡΑΓΟΥΔΙΑ ΚΑΙ ΧΟΡΟΙ: [612, 1005, 791, 1016]
tv-program-item: 22.00 Η ΕΠΙΚΑΙΡΟΤΗΤΕΣ ΣΕ ΔΕΚΑ ΛΕΠΤΑ: [892, 1562, 1076, 1572]
tv-program-item: 14.00 ΕΧΕΙ ΤΡΕΛΛΟΣ ΑΠΙΘΑΝΟΣ ΚΟΣΜΟΣ: [612, 1240, 797, 1251]
article-title: ΒΡΕΦΟΣ ΕΥΡΕΘΗ ΝΕΚΡΟΝ ΕΝΤΟΣ ΤΗΣ ΚΟΥΝΙΑΣ ΤΟΥ: [439, 748, 590, 774]
tv-program-item: 21.00 ΜΟΥΣΙΚΟΧΟΡΕΥΤΙΚΟ ΠΡΟΓΡΑΜΜΑ: [892, 1551, 1075, 1562]
tv-program-item: 11.00 ΧΟΡΩΔΙΑ: [892, 611, 959, 621]
